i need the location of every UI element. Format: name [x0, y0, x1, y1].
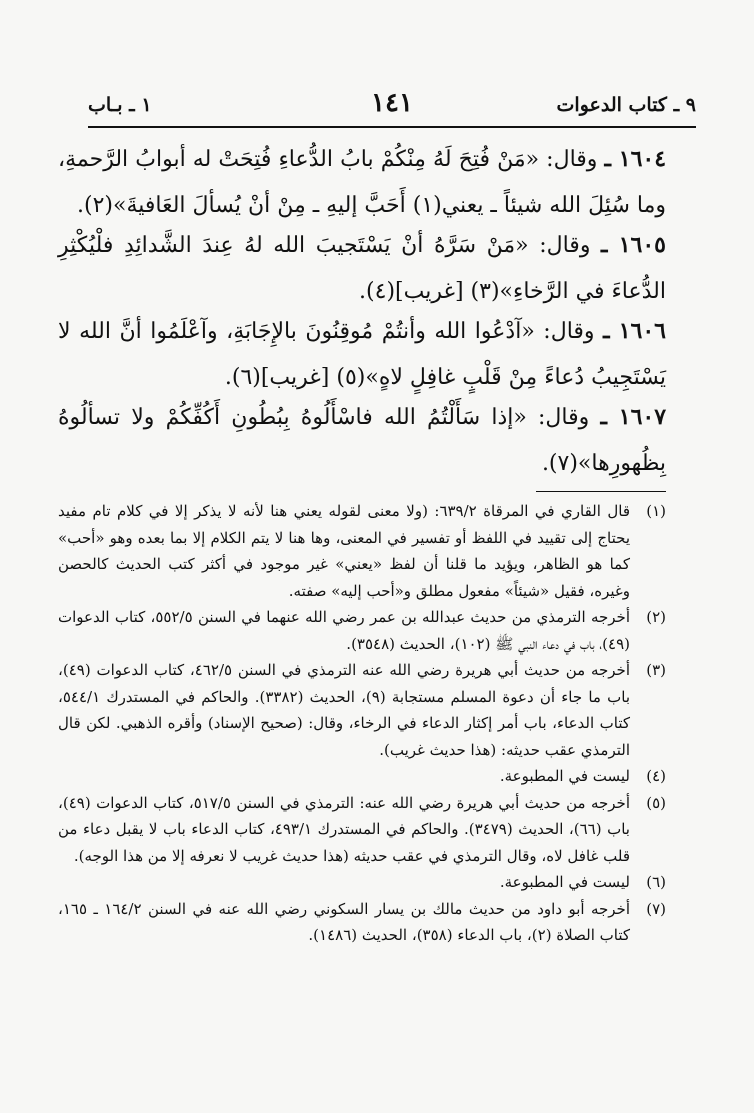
footnote-1	[58, 498, 666, 604]
page-header	[88, 88, 696, 128]
footnote-6	[58, 869, 666, 896]
section-title: ١ ـ بـاب	[88, 94, 152, 116]
hadith-text: وقال: «مَنْ سَرَّهُ أنْ يَسْتَجيبَ الله لهُ عِندَ الشَّدائِدِ فلْيُكْثِرِ الدُّعاءَ في الرَّخاءِ»(٣) [غريب](٤).	[58, 233, 666, 304]
footnote-number: (١)	[646, 502, 666, 520]
footnotes	[58, 498, 666, 949]
page-number: ١٤١	[371, 88, 413, 118]
footnote-3	[58, 657, 666, 763]
hadith-text: وقال: «مَنْ فُتِحَ لَهُ مِنْكُمْ بابُ الدُّعاءِ فُتِحَتْ له أبوابُ الرَّحمةِ، وما سُئِلَ الله شيئاً ـ يعني(١) أَحَبَّ إليهِ ـ مِنْ أنْ يُسألَ العَافيةَ»(٢).	[58, 147, 666, 218]
footnote-text: أخرجه أبو داود من حديث مالك بن يسار السكوني رضي الله عنه في السنن ١٦٤/٢ ـ ١٦٥، كتاب الصلاة (٢)، باب الدعاء (٣٥٨)، الحديث (١٤٨٦).	[58, 899, 630, 944]
hadith-number: ١٦٠٤ ـ	[604, 146, 667, 172]
chapter-title: ٩ ـ كتاب الدعوات	[556, 94, 696, 116]
footnote-divider	[536, 491, 666, 492]
footnote-4	[58, 763, 666, 790]
footnote-number: (٤)	[646, 767, 666, 785]
footnote-number: (٦)	[646, 873, 666, 891]
hadith-number: ١٦٠٥ ـ	[601, 232, 666, 258]
footnote-text: قال القاري في المرقاة ٦٣٩/٢: (ولا معنى لقوله يعني هنا لأنه لا يذكر إلا في كلام تام مفيد يحتاج إلى تقييد في اللفظ أو تفسير في المعنى، وها هنا لا يتم الكلام إلا بما بعده وهو «أحب» كما هو الظاهر، ويؤيد ما قلنا أن لفظ «يعني» غير موجود في أكثر كتب الحديث كالحصن وغيره، فقيل «شيئاً» مفعول مطلق و«أحب إليه» صفته.	[58, 502, 630, 600]
footnote-text: أخرجه الترمذي من حديث عبدالله بن عمر رضي الله عنهما في السنن ٥٥٢/٥، كتاب الدعوات (٤٩)، باب في دعاء النبي ﷺ (١٠٢)، الحديث (٣٥٤٨).	[58, 608, 630, 653]
footnote-2	[58, 604, 666, 657]
hadith-1604	[58, 136, 666, 229]
footnote-text: أخرجه من حديث أبي هريرة رضي الله عنه الترمذي في السنن ٤٦٢/٥، كتاب الدعوات (٤٩)، باب ما جاء أن دعوة المسلم مستجابة (٩)، الحديث (٣٣٨٢). والحاكم في المستدرك ٥٤٤/١، كتاب الدعاء، باب أمر إكثار الدعاء في الرخاء، وقال: (صحيح الإسناد) وأقره الذهبي. لكن قال الترمذي عقب حديثه: (هذا حديث غريب).	[58, 661, 630, 759]
footnote-text: ليست في المطبوعة.	[499, 873, 630, 891]
hadith-text: وقال: «إذا سَأَلْتُمُ الله فاسْأَلُوهُ بِبُطُونِ أَكُفِّكُمْ ولا تسألُوهُ بِظُهورِها»(٧).	[58, 405, 666, 476]
footnote-5	[58, 790, 666, 870]
hadith-1606	[58, 308, 666, 401]
footnote-number: (٢)	[646, 608, 666, 626]
hadith-text: وقال: «آدْعُوا الله وأنتُمْ مُوقِنُونَ بالإِجَابَةِ، وآعْلَمُوا أنَّ الله لا يَسْتَجِيبُ دُعاءً مِنْ قَلْبٍ غافِلٍ لاهٍ»(٥) [غريب](٦).	[58, 319, 666, 390]
hadith-number: ١٦٠٦ ـ	[603, 318, 666, 344]
hadith-1607	[58, 394, 666, 487]
hadith-1605	[58, 222, 666, 315]
footnote-7	[58, 896, 666, 949]
footnote-number: (٣)	[646, 661, 666, 679]
footnote-number: (٥)	[646, 793, 666, 812]
hadith-number: ١٦٠٧ ـ	[600, 404, 667, 430]
footnote-text: ليست في المطبوعة.	[499, 767, 630, 785]
footnote-text: أخرجه من حديث أبي هريرة رضي الله عنه: الترمذي في السنن ٥١٧/٥، كتاب الدعوات (٤٩)، باب (٦٦)، الحديث (٣٤٧٩). والحاكم في المستدرك ٤٩٣/١، كتاب الدعاء باب لا يقبل دعاء من قلب غافل لاه، وقال الترمذي في عقب حديثه (هذا حديث غريب لا نعرفه إلا من هذا الوجه).	[58, 793, 630, 865]
footnote-number: (٧)	[646, 899, 666, 918]
